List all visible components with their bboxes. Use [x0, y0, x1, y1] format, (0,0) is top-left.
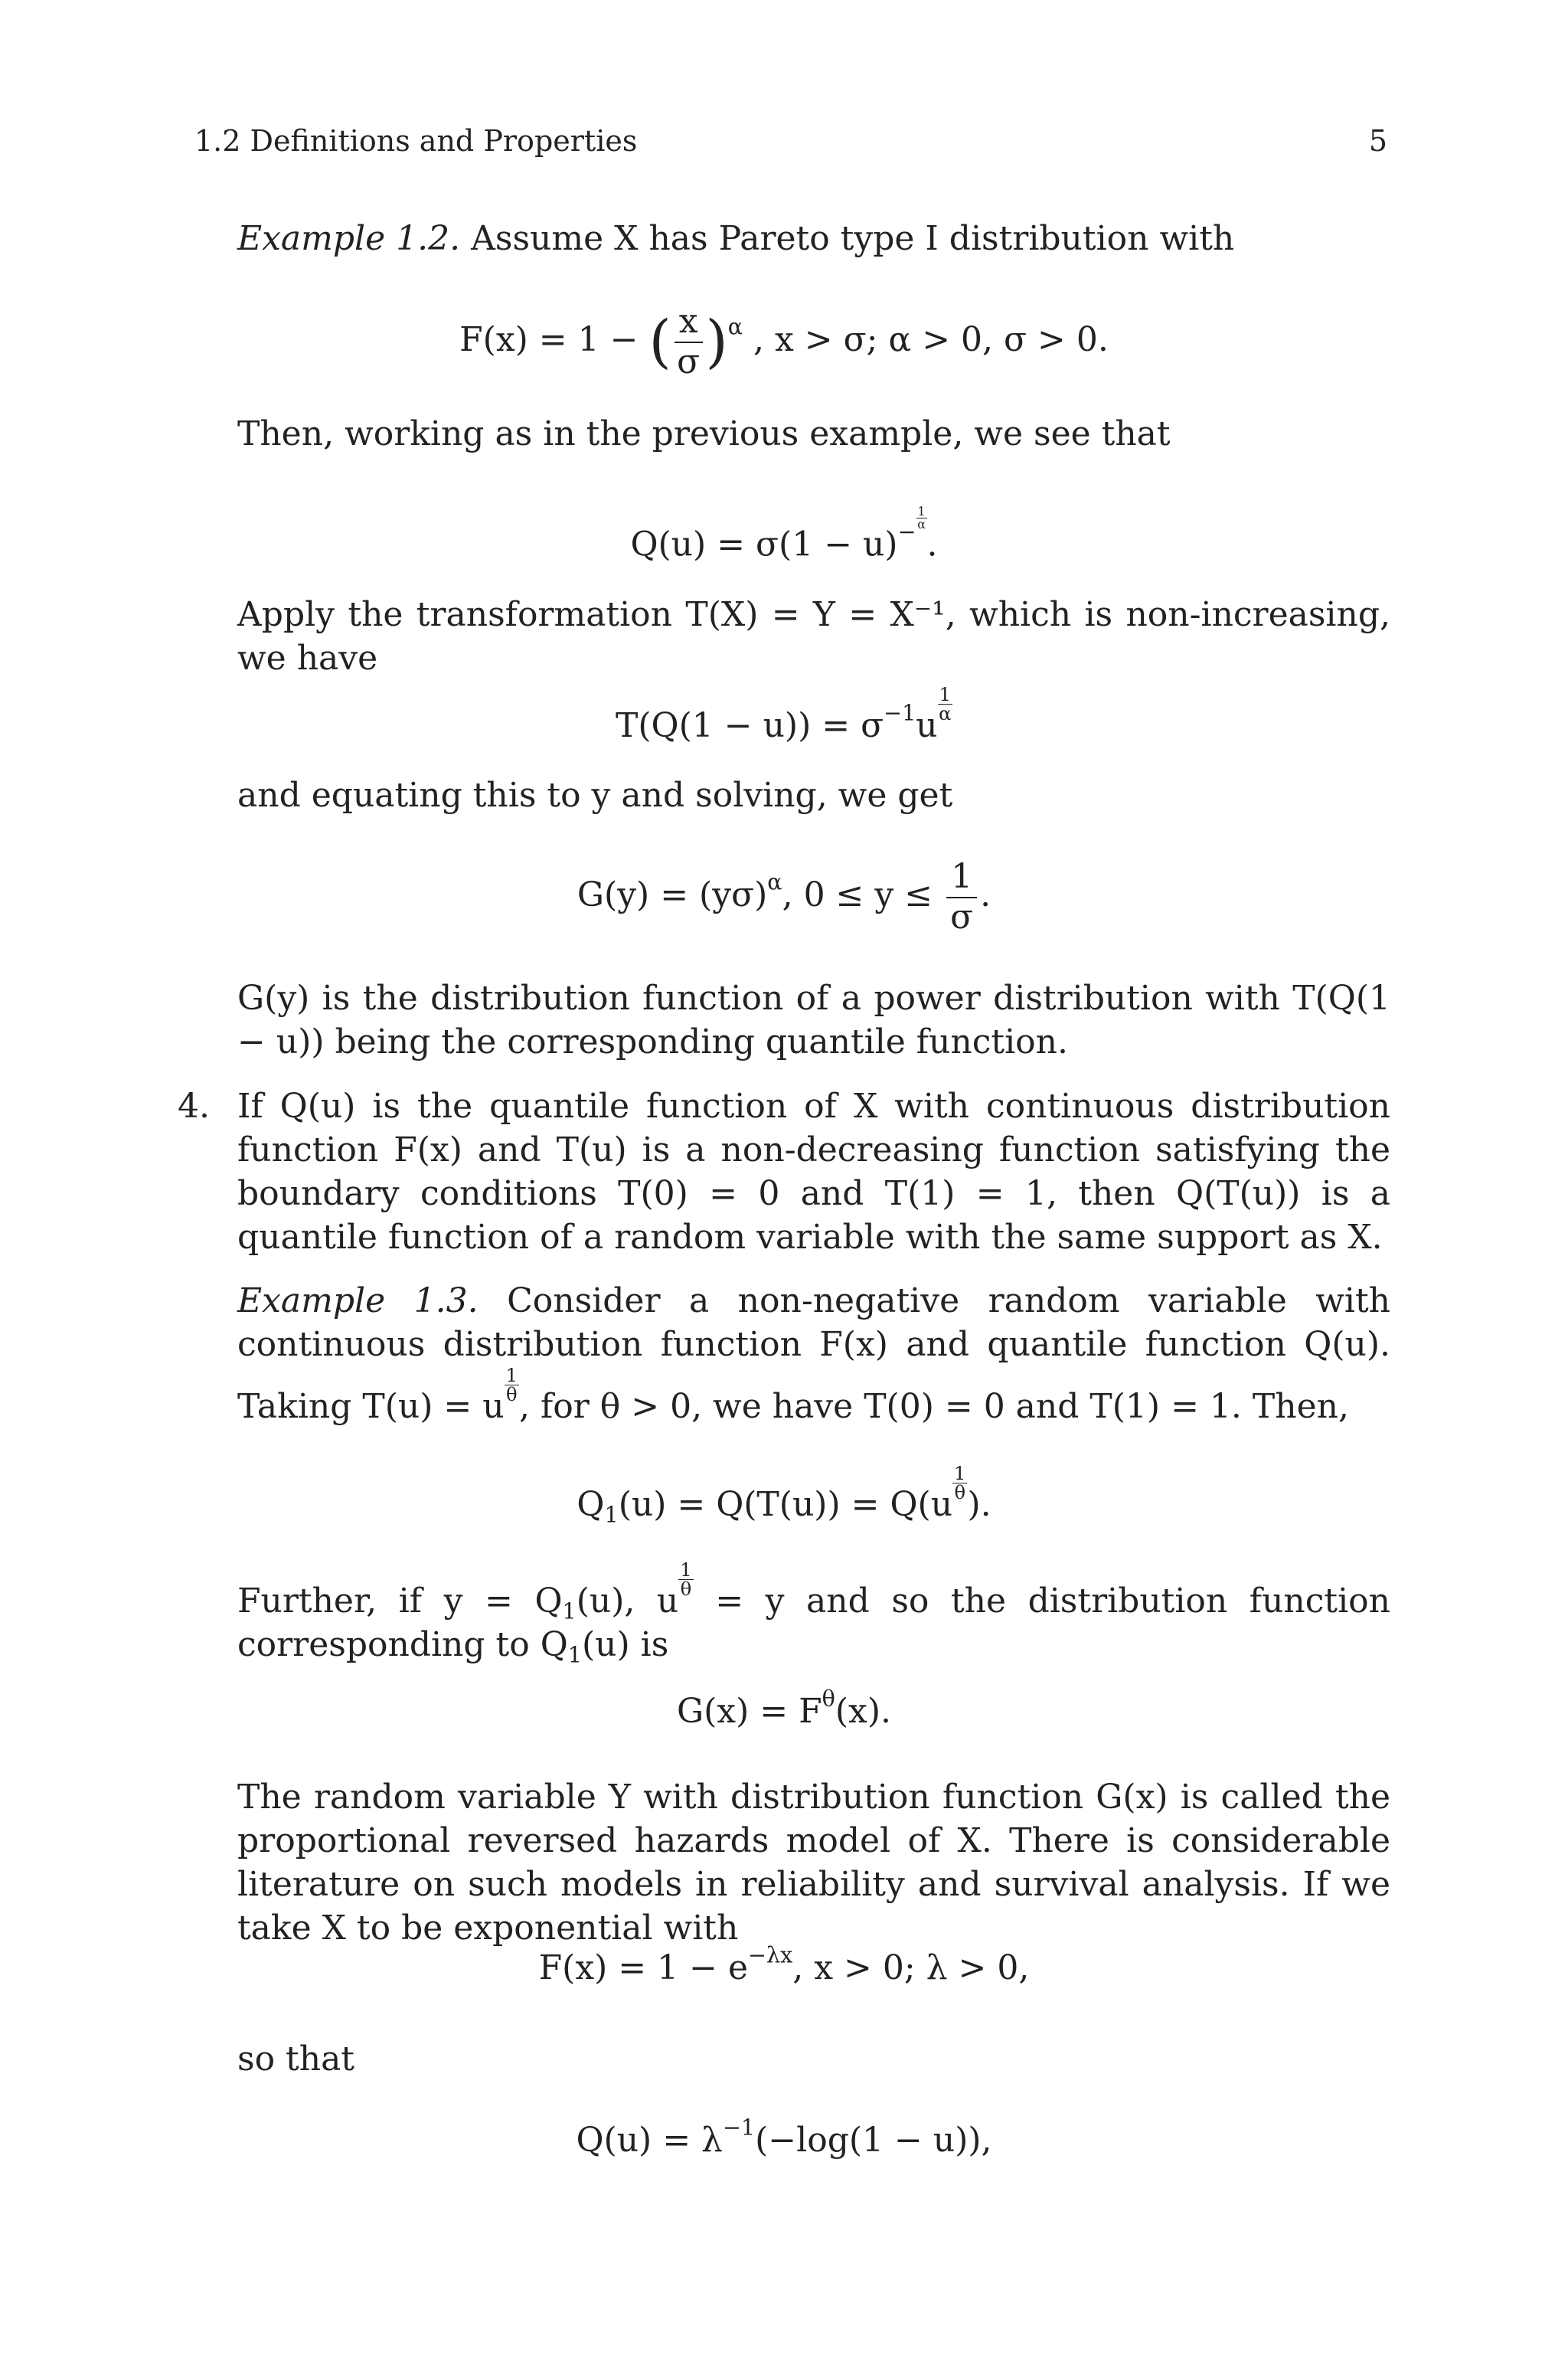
list-item-number: 4. [178, 1087, 210, 1126]
paragraph-equating: and equating this to y and solving, we get [237, 776, 953, 815]
fraction-one-over-sigma: $\frac{1}{\sigma}$ [946, 858, 977, 937]
paragraph-so-that: so that [237, 2039, 354, 2079]
paragraph-gy-power-distribution: G(y) is the distribution function of a power distribution with T(Q(1 − u)) being the corresponding quantile function. [237, 979, 1390, 1061]
fraction-x-over-sigma: $\frac{x}{\sigma}$ [675, 303, 703, 381]
equation-exponential-quantile: $Q(u) = \lambda^{-1}(-\log(1 - u))$, [576, 2114, 992, 2160]
running-header-section: 1.2 Definitions and Properties [194, 124, 638, 158]
example-1-3: Example 1.3. Consider a non-negative random variable with continuous distribution function F(x) and quantile function Q(u). Taking T(u) = u $\frac{1}{\theta}$ , for θ > 0, we have T(0) = 0 and T(1) = 1. Then, [237, 1281, 1390, 1426]
paragraph-further: Further, if $y = Q_1(u)$, u $\frac{1}{\theta}$ = y and so the distribution function corresponding to $Q_1(u)$ is [237, 1559, 1390, 1668]
paragraph-apply-transformation: Apply the transformation T(X) = Y = X⁻¹, which is non-increasing, we have [237, 595, 1390, 678]
example-text: Assume X has Pareto type I distribution with [471, 219, 1235, 258]
paragraph-then: Then, working as in the previous example, we see that [237, 414, 1171, 453]
equation-pareto-cdf: F(x) = 1 − ( $\frac{x}{\sigma}$ )$^\alpha$ , x > σ; α > 0, σ > 0. [459, 302, 1109, 381]
equation-q1: $Q_1(u) = Q(T(u)) = Q(u$ $\frac{1}{\theta}$ ). [577, 1463, 991, 1528]
equation-gx-power: $G(x) = F^\theta(x)$. [676, 1685, 892, 1731]
equation-transformed-quantile: $T(Q(1 - u)) = \sigma^{-1}u$ $\frac{1}{\alpha}$ [615, 684, 952, 745]
page-number: 5 [1368, 124, 1387, 158]
equation-power-cdf: $G(y) = (y\sigma)^\alpha$, 0 ≤ y ≤ $\frac{1}{\sigma}$ . [577, 857, 991, 937]
equation-pareto-quantile: $Q(u) = \sigma(1 - u)^{- \frac{1}{\alpha}}$ . [630, 504, 938, 564]
list-item-4-text: If Q(u) is the quantile function of X with continuous distribution function F(x) and T(u) is a non-decreasing function satisfying the boundary conditions T(0) = 0 and T(1) = 1, then Q(T(u)) is a quantile function of a random variable with the same support as X. [237, 1087, 1390, 1257]
example-1-2-intro [237, 217, 1390, 260]
paragraph-reversed-hazards: The random variable Y with distribution function G(x) is called the proportional reversed hazards model of X. There is considerable literature on such models in reliability and survival analysis. If we take X to be exponential with [237, 1778, 1390, 1948]
equation-exponential-cdf: $F(x) = 1 - e^{-\lambda x}$, x > 0; λ > 0, [538, 1941, 1030, 1987]
example-label: Example 1.2. [237, 219, 461, 258]
example-label: Example 1.3. [237, 1281, 479, 1320]
